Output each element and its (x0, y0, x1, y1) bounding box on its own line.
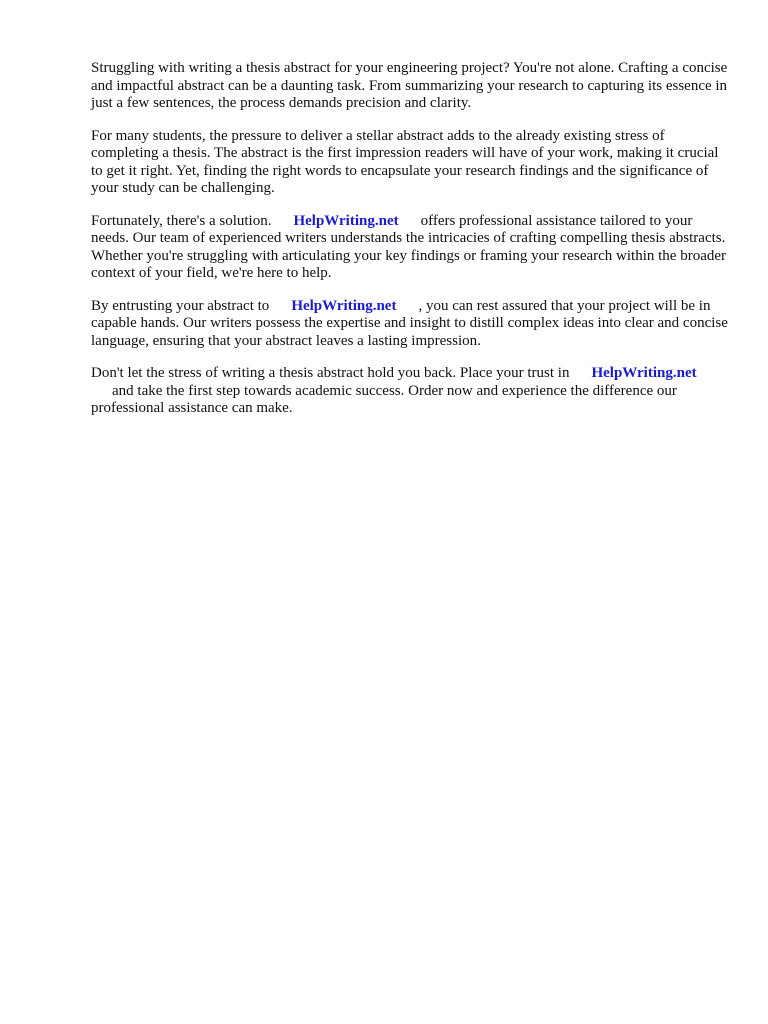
helpwriting-link-2[interactable]: HelpWriting.net (291, 297, 397, 314)
paragraph-4 (91, 298, 731, 351)
paragraph-5-intro: Don't let the stress of writing a thesis abstract hold you back. Place your trust in (91, 365, 570, 381)
helpwriting-link-3[interactable]: HelpWriting.net (591, 365, 697, 381)
paragraph-3-intro: Fortunately, there's a solution. (91, 212, 272, 229)
paragraph-1: Struggling with writing a thesis abstract for your engineering project? You're not alone. Crafting a concise and impactful abstract can be a daunting task. From summarizing your research to capturing its essence in just a few sentences, the process demands precision and clarity. (91, 60, 728, 111)
paragraph-3 (91, 213, 731, 283)
paragraph-5-body: and take the first step towards academic success. Order now and experience the difference our professional assistance can make. (91, 382, 677, 416)
paragraph-3-body: offers professional assistance tailored to your needs. Our team of experienced writers understands the intricacies of crafting compelling thesis abstracts. Whether you're struggling with articulating your key findings or framing your research within the broader context of your field, we're here to help. (91, 212, 727, 281)
paragraph-2: For many students, the pressure to deliver a stellar abstract adds to the already existing stress of completing a thesis. The abstract is the first impression readers will have of your work, making it crucial to get it right. Yet, finding the right words to encapsulate your research findings and the significance of your study can be challenging. (91, 127, 719, 196)
paragraph-5 (91, 365, 731, 418)
helpwriting-link-1[interactable]: HelpWriting.net (293, 212, 399, 229)
document-body (91, 60, 731, 433)
paragraph-4-body: , you can rest assured that your project will be in capable hands. Our writers possess the expertise and insight to distill complex ideas into clear and concise language, ensuring that your abstract leaves a lasting impression. (91, 297, 728, 349)
paragraph-4-intro: By entrusting your abstract to (91, 297, 270, 314)
